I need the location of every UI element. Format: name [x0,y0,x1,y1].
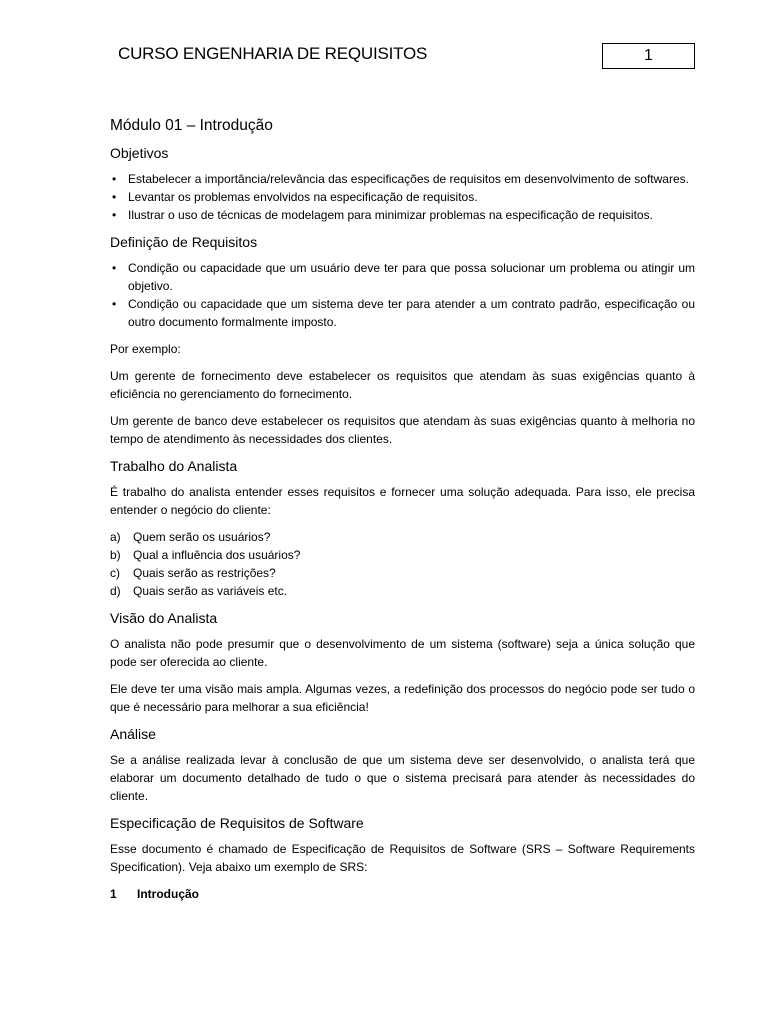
paragraph: Um gerente de fornecimento deve estabelecer os requisitos que atendam às suas exigências quanto à eficiência no gerenciamento do fornecimento. [110,369,695,401]
list-marker: a) [110,530,121,544]
section-heading [110,885,695,903]
heading-visao: Visão do Analista [110,610,218,626]
list-item-text: Quais serão as restrições? [133,566,276,580]
definicao-list [110,259,695,331]
heading-especificacao: Especificação de Requisitos de Software [110,815,364,831]
heading-definicao: Definição de Requisitos [110,234,258,250]
heading-trabalho: Trabalho do Analista [110,458,238,474]
section-number: 1 [110,887,117,901]
document-body [110,116,695,903]
list-item: • Condição ou capacidade que um sistema deve ter para atender a um contrato padrão, especificação ou outro documento formalmente imposto. [110,295,695,331]
header-title: CURSO ENGENHARIA DE REQUISITOS [118,44,428,63]
paragraph: O analista não pode presumir que o desenvolvimento de um sistema (software) seja a única solução que pode ser oferecida ao cliente. [110,637,695,669]
list-item [110,528,695,546]
heading-objetivos: Objetivos [110,145,169,161]
list-item [110,582,695,600]
list-item: • Condição ou capacidade que um usuário deve ter para que possa solucionar um problema ou atingir um objetivo. [110,259,695,295]
paragraph: É trabalho do analista entender esses requisitos e fornecer uma solução adequada. Para isso, ele precisa entender o negócio do cliente: [110,485,695,517]
list-item-text: Quem serão os usuários? [133,530,271,544]
list-item: • Levantar os problemas envolvidos na especificação de requisitos. [110,188,695,206]
heading-analise: Análise [110,726,156,742]
list-item [110,564,695,582]
list-item-text: Qual a influência dos usuários? [133,548,301,562]
list-marker: d) [110,584,121,598]
list-item: • Estabelecer a importância/relevância das especificações de requisitos em desenvolvimento de softwares. [110,170,695,188]
objetivos-list [110,170,695,224]
list-marker: b) [110,548,121,562]
section-title: Introdução [137,887,199,901]
paragraph: Um gerente de banco deve estabelecer os requisitos que atendam às suas exigências quanto à melhoria no tempo de atendimento às necessidades dos clientes. [110,414,695,446]
module-title: Módulo 01 – Introdução [110,117,273,134]
list-item-text: Quais serão as variáveis etc. [133,584,288,598]
list-item [110,546,695,564]
list-marker: c) [110,566,120,580]
example-label: Por exemplo: [110,342,181,356]
list-item: • Ilustrar o uso de técnicas de modelagem para minimizar problemas na especificação de requisitos. [110,206,695,224]
page-number-box: 1 [602,43,695,69]
paragraph: Se a análise realizada levar à conclusão de que um sistema deve ser desenvolvido, o analista terá que elaborar um documento detalhado de tudo o que o sistema precisará para atender às necessidades do cliente. [110,753,695,803]
paragraph: Esse documento é chamado de Especificação de Requisitos de Software (SRS – Software Requirements Specification). Veja abaixo um exemplo de SRS: [110,842,695,874]
paragraph: Ele deve ter uma visão mais ampla. Algumas vezes, a redefinição dos processos do negócio pode ser tudo o que é necessário para melhorar a sua eficiência! [110,682,695,714]
trabalho-list [110,528,695,600]
